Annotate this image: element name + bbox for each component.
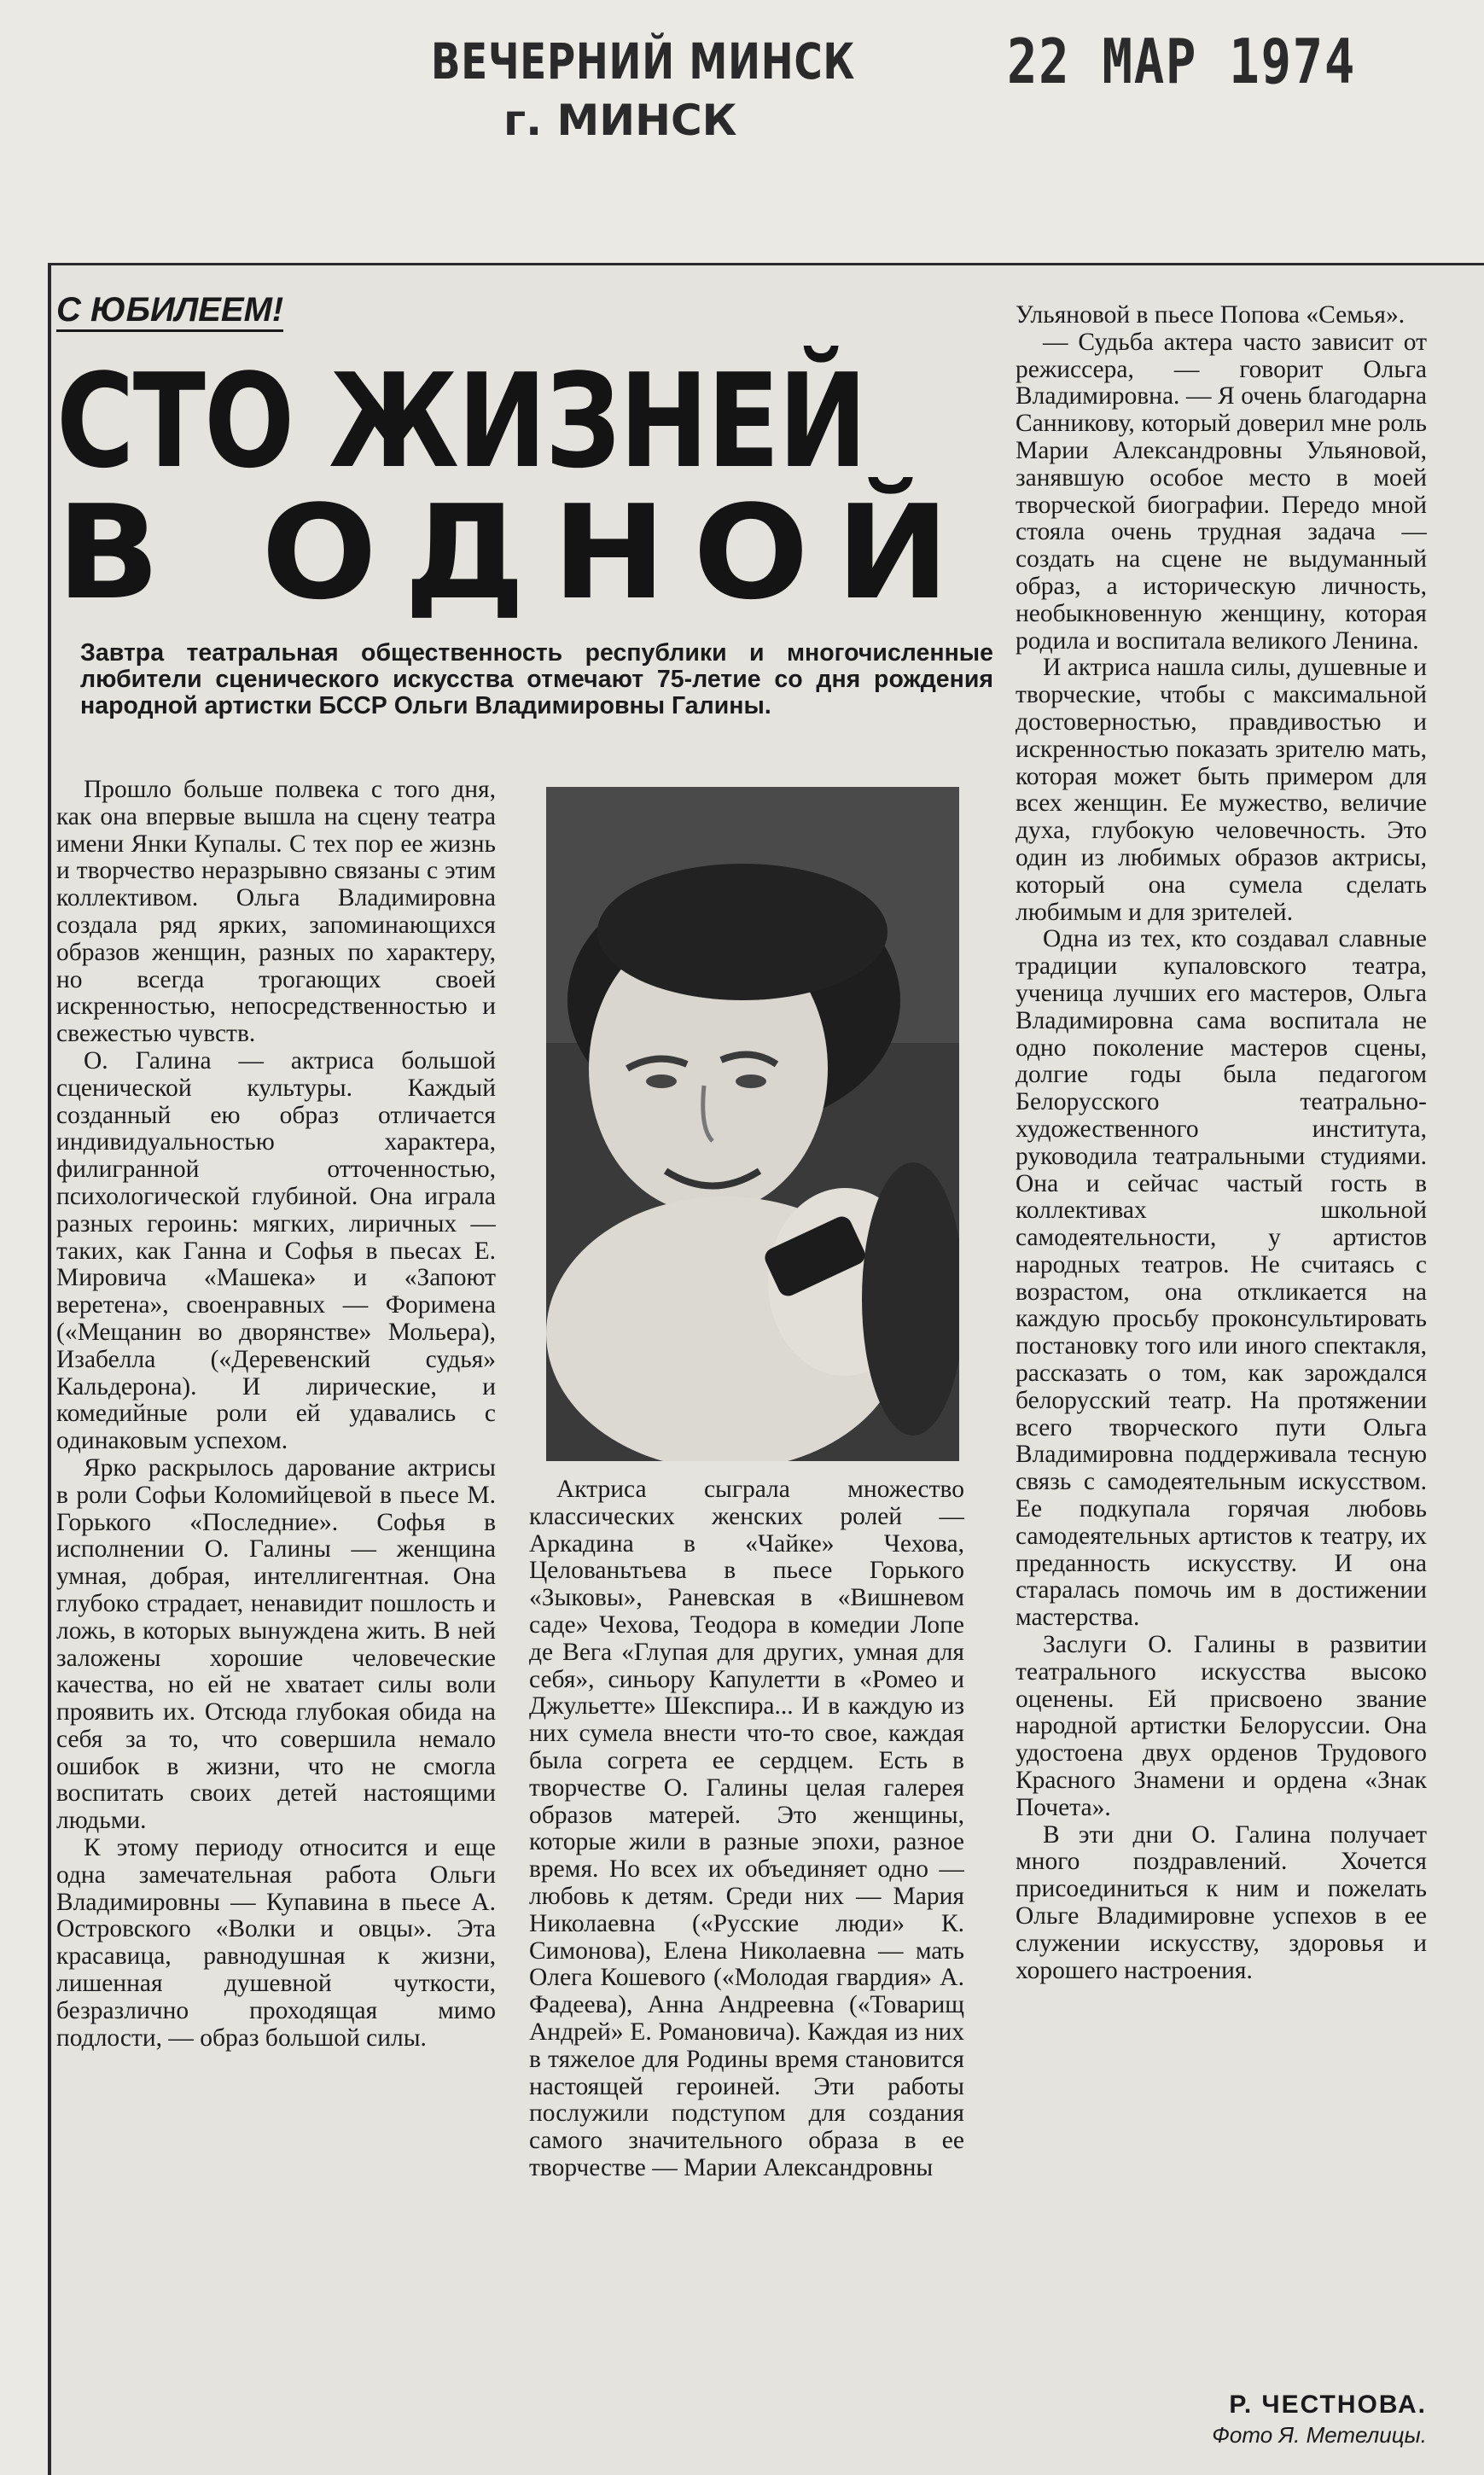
actress-photo [546, 787, 959, 1461]
paragraph: — Судьба актера часто зависит от режиссера, — говорит Ольга Владимировна. — Я очень благодарна Санникову, который доверил мне роль Марии Александровны Ульяновой, занявшую особое место в моей творческой биографии. Передо мной стояла очень трудная задача — создать на сцене не выдуманный образ, а историческую личность, необыкновенную женщину, которая родила и воспитала великого Ленина. [1016, 328, 1427, 655]
author-name: Р. ЧЕСТНОВА. [1229, 2391, 1427, 2419]
paragraph: К этому периоду относится и еще одна замечательная работа Ольги Владимировны — Купавина в пьесе А. Островского «Волки и овцы». Эта красавица, равнодушная к жизни, лишенная душевной чуткости, безразлично проходящая мимо подлости, — образ большой силы. [56, 1834, 496, 2052]
paragraph: Заслуги О. Галины в развитии театрального искусства высоко оценены. Ей присвоено звание народной артистки Белоруссии. Она удостоена двух орденов Трудового Красного Знамени и ордена «Знак Почета». [1016, 1631, 1427, 1821]
headline-line-1: СТО ЖИЗНЕЙ [56, 346, 866, 497]
paragraph: Одна из тех, кто создавал славные традиции купаловского театра, ученица лучших его мастеров, Ольга Владимировна сама воспитала не одно поколение мастеров сцены, долгие годы была педагогом Белорусского театрально-художественного института, руководила театральными студиями. Она и сейчас частый гость в коллективах школьной самодеятельности, у артистов народных театров. Не считаясь с возрастом, она откликается на каждую просьбу проконсультировать постановку того или иного спектакля, рассказать о том, как зарождался белорусский театр. На протяжении всего творческого пути Ольга Владимировна поддерживала тесную связь с самодеятельным искусством. Ее подкупала горячая любовь самодеятельных артистов к театру, их преданность искусству. И она старалась помочь им в достижении мастерства. [1016, 925, 1427, 1632]
city-stamp: г. МИНСК [503, 96, 737, 145]
paragraph: О. Галина — актриса большой сценической культуры. Каждый созданный ею образ отличается индивидуальностью характера, филигранной отточенностью, психологической глубиной. Она играла разных героинь: мягких, лиричных — таких, как Ганна и Софья в пьесах Е. Мировича «Машека» и «Запоют веретена», своенравных — Форимена («Мещанин во дворянстве» Мольера), Изабелла («Деревенский судья» Кальдерона). И лирические, и комедийные роли ей удавались с одинаковым успехом. [56, 1046, 496, 1455]
paragraph: Ульяновой в пьесе Попова «Семья». [1016, 302, 1405, 329]
paragraph: Прошло больше полвека с того дня, как она впервые вышла на сцену театра имени Янки Купалы. С тех пор ее жизнь и творчество неразрывно связаны с этим коллективом. Ольга Владимировна создала ряд ярких, запоминающихся образов женщин, разных по характеру, но всегда трогающих своей искренностью, непосредственностью и свежестью чувств. [56, 777, 496, 1048]
paragraph: Ярко раскрылось дарование актрисы в роли Софьи Коломийцевой в пьесе М. Горького «Последние». Софья в исполнении О. Галины — женщина умная, добрая, интеллигентная. Она глубоко страдает, ненавидит пошлость и ложь, в которых вынуждена жить. В ней заложены хорошие человеческие качества, но ей не хватает силы воли проявить их. Отсюда глубокая обида на себя за то, что совершила немало ошибок в жизни, что не смогла воспитать своих детей настоящими людьми. [56, 1453, 496, 1835]
headline-line-2: В ОДНОЙ [56, 477, 977, 628]
newspaper-stamp: ВЕЧЕРНИЙ МИНСК [431, 32, 856, 90]
photo-credit: Фото Я. Метелицы. [1212, 2422, 1427, 2448]
rubric-label: С ЮБИЛЕЕМ! [56, 290, 283, 332]
article-column-2 [529, 1476, 964, 2471]
paragraph: И актриса нашла силы, душевные и творческие, чтобы с максимальной достоверностью, правдивостью и искренностью показать зрителю мать, которая может быть примером для всех женщин. Ее мужество, величие духа, глубокую человечность. Это один из любимых образов актрисы, который она сумела сделать любимым и для зрителей. [1016, 654, 1427, 926]
article-column-1 [56, 777, 496, 2471]
article-signature [1016, 2390, 1427, 2449]
article-lead: Завтра театральная общественность республики и многочисленные любители сценического искусства отмечают 75-летие со дня рождения народной артистки БССР Ольги Владимировны Галины. [80, 639, 993, 719]
paragraph: В эти дни О. Галина получает много поздравлений. Хочется присоединиться к ним и пожелать Ольге Владимировне успехов в ее служении искусству, здоровья и хорошего настроения. [1016, 1820, 1427, 1984]
article-column-3 [1016, 302, 1427, 2385]
paragraph: Актриса сыграла множество классических женских ролей — Аркадина в «Чайке» Чехова, Целованьтьева в пьесе Горького «Зыковы», Раневская в «Вишневом саде» Чехова, Теодора в комедии Лопе де Вега «Глупая для других, умная для себя», синьору Капулетти в «Ромео и Джульетте» Шекспира... И в каждую из них сумела внести что-то свое, каждая была согрета ее сердцем. Есть в творчестве О. Галины целая галерея образов матерей. Это женщины, которые жили в разные эпохи, разное время. Но всех их объединяет одно — любовь к детям. Среди них — Мария Николаевна («Русские люди» К. Симонова), Елена Николаевна — мать Олега Кошевого («Молодая гвардия» А. Фадеева), Анна Андреевна («Товарищ Андрей» Е. Романовича). Каждая из них в тяжелое для Родины время становится настоящей героиней. Эти работы послужили подступом для создания самого значительного образа в ее творчестве — Марии Александровны [529, 1476, 964, 2181]
date-stamp: 22 МАР 1974 [1007, 26, 1357, 97]
